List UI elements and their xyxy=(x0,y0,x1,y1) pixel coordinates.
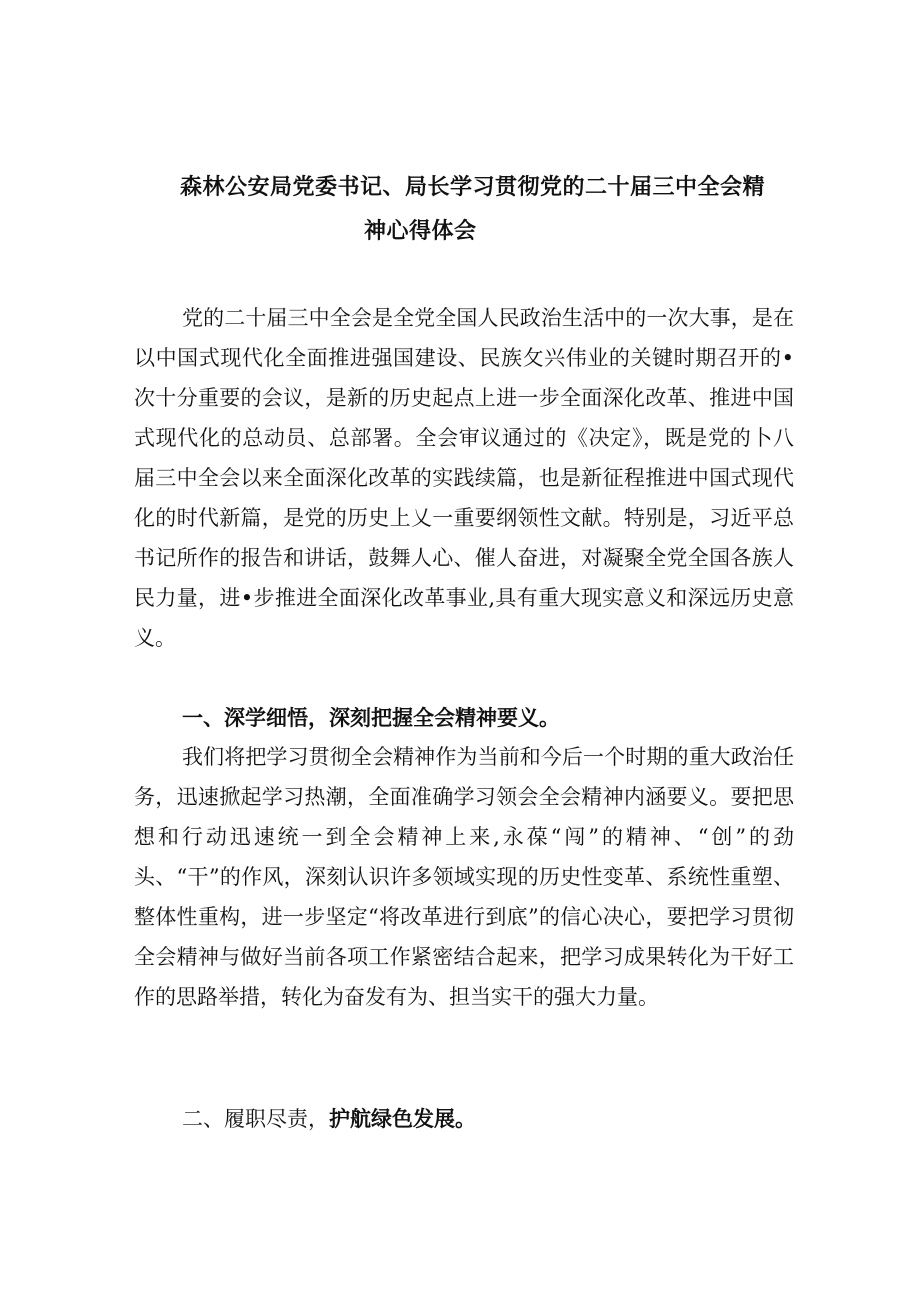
section-heading-2-bold: 护航绿色发展。 xyxy=(329,1107,476,1131)
section-heading-2-plain: 二、履职尽责， xyxy=(182,1107,329,1131)
intro-paragraph: 党的二十届三中全会是全党全国人民政治生活中的一次大事，是在以中国式现代化全面推进强国建设、民族攵兴伟业的关键时期召开的•次十分重要的会议，是新的历史起点上进一步全面深化改革、推进中国式现代化的总动员、总部署。全会审议通过的《决定》，既是党的卜八届三中全会以来全面深化改革的实践续篇，也是新征程推进中国式现代化的时代新篇，是党的历史上乂一重要纲领性文献。特别是，习近平总书记所作的报告和讲话，鼓舞人心、催人奋进，对凝聚全党全国各族人民力量，进•步推进全面深化改革事业,具有重大现实意义和深远历史意义。 xyxy=(134,306,794,650)
section-heading-2 xyxy=(182,1099,476,1139)
section-heading-1: 一、深学细悟，深刻把握全会精神要义。 xyxy=(182,706,560,730)
title-line-2: 神心得体会 xyxy=(364,219,477,244)
title-line-1: 森林公安局党委书记、局长学习贯彻党的二十届三中全会精 xyxy=(180,175,766,200)
document-title xyxy=(180,166,800,254)
section-1-paragraph: 我们将把学习贯彻全会精神作为当前和今后一个时期的重大政治任务，迅速掀起学习热潮，全面准确学习领会全会精神内涵要义。要把思想和行动迅速统一到全会精神上来,永葆“闯”的精神、“创”的劲头、“干”的作风，深刻认识许多领域实现的历史性变革、系统性重塑、整体性重构，进一步坚定“将改革进行到底”的信心决心，要把学习贯彻全会精神与做好当前各项工作紧密结合起来，把学习成果转化为干好工作的思路举措，转化为奋发有为、担当实干的强大力量。 xyxy=(134,745,794,1009)
